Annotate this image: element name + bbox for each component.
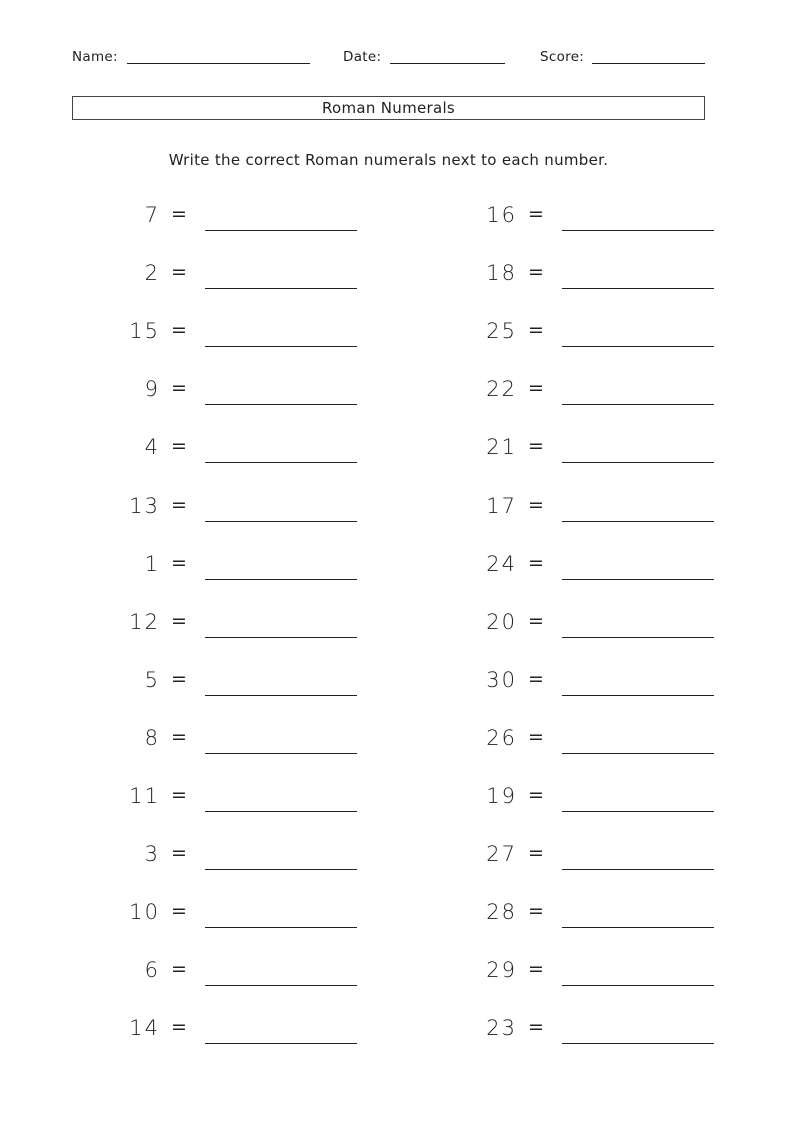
equals-sign: = [528, 377, 544, 399]
date-label: Date: [343, 49, 382, 65]
answer-blank[interactable] [562, 695, 714, 696]
problem-number: 10 [129, 900, 160, 924]
problem-number: 18 [486, 261, 517, 285]
problem-row-right [0, 203, 794, 233]
problem-number: 13 [129, 494, 160, 518]
equals-sign: = [171, 1016, 187, 1038]
problem-number: 14 [129, 1016, 160, 1040]
name-label: Name: [72, 49, 118, 65]
equals-sign: = [171, 494, 187, 516]
equals-sign: = [171, 261, 187, 283]
problem-number: 25 [486, 319, 517, 343]
answer-blank[interactable] [562, 579, 714, 580]
problem-number: 11 [129, 784, 160, 808]
answer-blank[interactable] [562, 985, 714, 986]
problem-number: 16 [486, 203, 517, 227]
equals-sign: = [171, 668, 187, 690]
equals-sign: = [171, 552, 187, 574]
equals-sign: = [528, 494, 544, 516]
equals-sign: = [528, 726, 544, 748]
equals-sign: = [528, 552, 544, 574]
problem-row-right [0, 726, 794, 756]
problem-number: 26 [486, 726, 517, 750]
equals-sign: = [528, 842, 544, 864]
instructions: Write the correct Roman numerals next to each number. [168, 151, 609, 169]
problem-number: 27 [486, 842, 517, 866]
equals-sign: = [528, 958, 544, 980]
equals-sign: = [528, 668, 544, 690]
problem-number: 5 [144, 668, 160, 692]
problem-number: 21 [486, 435, 517, 459]
answer-blank[interactable] [562, 637, 714, 638]
answer-blank[interactable] [562, 1043, 714, 1044]
problem-number: 23 [486, 1016, 517, 1040]
problem-row-right [0, 610, 794, 640]
equals-sign: = [528, 261, 544, 283]
equals-sign: = [171, 610, 187, 632]
problem-row-right [0, 668, 794, 698]
problem-number: 15 [129, 319, 160, 343]
problem-row-right [0, 552, 794, 582]
equals-sign: = [171, 377, 187, 399]
answer-blank[interactable] [562, 404, 714, 405]
equals-sign: = [528, 435, 544, 457]
problem-number: 12 [129, 610, 160, 634]
problem-row-right [0, 377, 794, 407]
problem-row-right [0, 842, 794, 872]
equals-sign: = [171, 726, 187, 748]
equals-sign: = [528, 900, 544, 922]
problem-number: 9 [144, 377, 160, 401]
problem-row-right [0, 784, 794, 814]
equals-sign: = [528, 319, 544, 341]
problem-number: 4 [144, 435, 160, 459]
problem-number: 22 [486, 377, 517, 401]
equals-sign: = [528, 203, 544, 225]
problem-number: 6 [144, 958, 160, 982]
answer-blank[interactable] [562, 927, 714, 928]
equals-sign: = [171, 784, 187, 806]
equals-sign: = [528, 610, 544, 632]
name-blank[interactable] [127, 63, 310, 64]
problem-number: 7 [144, 203, 160, 227]
problem-row-right [0, 1016, 794, 1046]
problem-number: 30 [486, 668, 517, 692]
problem-number: 20 [486, 610, 517, 634]
equals-sign: = [171, 958, 187, 980]
date-blank[interactable] [390, 63, 505, 64]
problem-number: 2 [144, 261, 160, 285]
answer-blank[interactable] [562, 869, 714, 870]
problem-number: 3 [144, 842, 160, 866]
problem-number: 29 [486, 958, 517, 982]
page-title: Roman Numerals [72, 96, 705, 120]
problem-number: 28 [486, 900, 517, 924]
score-blank[interactable] [592, 63, 705, 64]
problem-number: 17 [486, 494, 517, 518]
answer-blank[interactable] [562, 521, 714, 522]
answer-blank[interactable] [562, 288, 714, 289]
problem-row-right [0, 319, 794, 349]
equals-sign: = [171, 842, 187, 864]
score-label: Score: [540, 49, 585, 65]
problem-number: 24 [486, 552, 517, 576]
answer-blank[interactable] [562, 346, 714, 347]
problem-number: 19 [486, 784, 517, 808]
answer-blank[interactable] [562, 230, 714, 231]
problem-row-right [0, 435, 794, 465]
answer-blank[interactable] [562, 462, 714, 463]
equals-sign: = [171, 435, 187, 457]
problem-row-right [0, 958, 794, 988]
problem-row-right [0, 494, 794, 524]
problem-row-right [0, 261, 794, 291]
equals-sign: = [171, 203, 187, 225]
equals-sign: = [171, 319, 187, 341]
equals-sign: = [528, 784, 544, 806]
equals-sign: = [171, 900, 187, 922]
problem-number: 1 [144, 552, 160, 576]
problem-number: 8 [144, 726, 160, 750]
answer-blank[interactable] [562, 811, 714, 812]
problem-row-right [0, 900, 794, 930]
answer-blank[interactable] [562, 753, 714, 754]
equals-sign: = [528, 1016, 544, 1038]
